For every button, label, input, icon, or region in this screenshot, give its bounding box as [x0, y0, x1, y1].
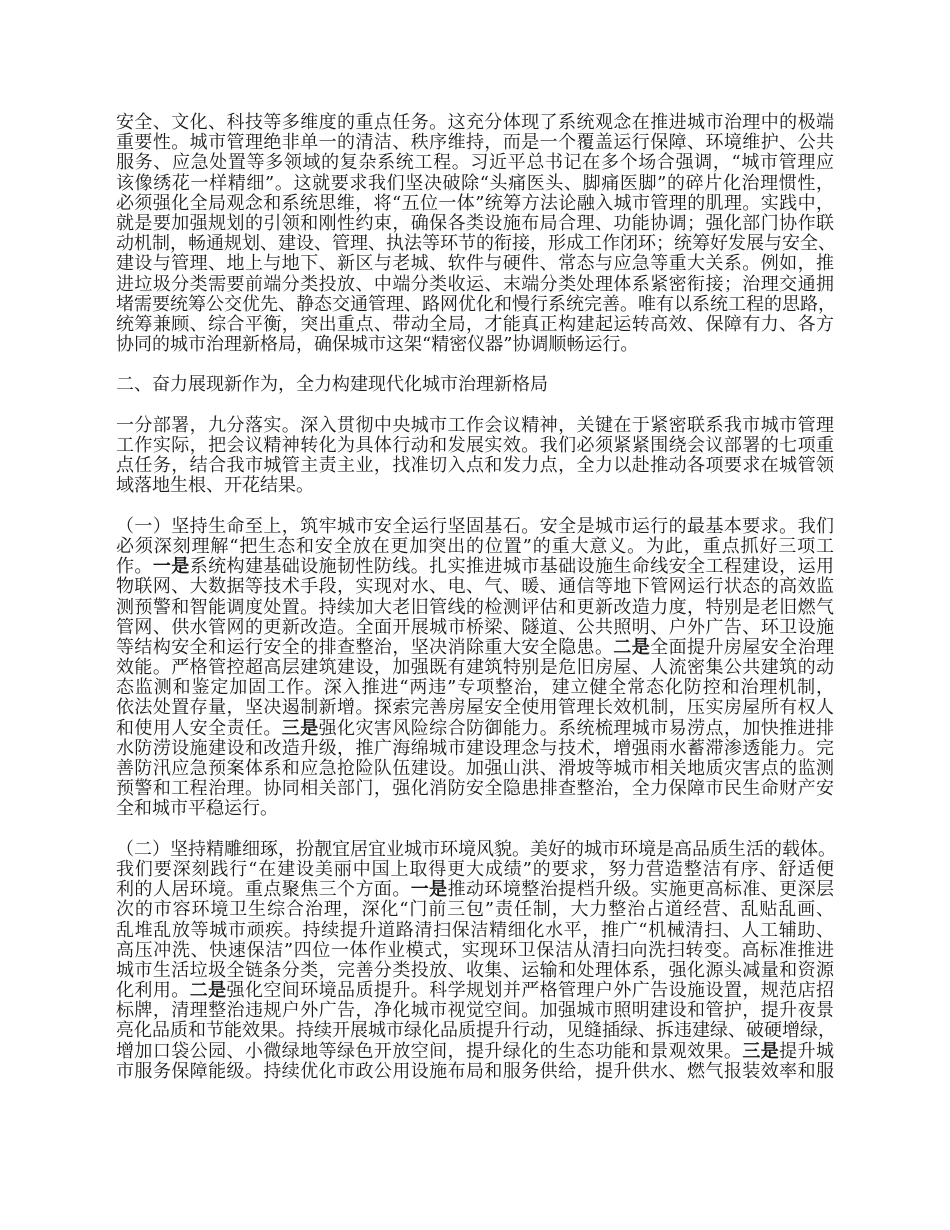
text-line: 建设与管理、地上与地下、新区与老城、软件与硬件、常态与应急等重大关系。例如，推: [116, 253, 834, 275]
text-line: 动机制，畅通规划、建设、管理、执法等环节的衔接，形成工作闭环；统筹好发展与安全、: [116, 233, 836, 255]
text-segment: 和使用人安全责任。: [116, 717, 282, 739]
bold-lead-phrase: 二是: [613, 636, 651, 658]
text-line: [116, 1042, 834, 1062]
text-line: 乱堆乱放等城市顽疾。持续提升道路清扫保洁精细化水平，推广“机械清扫、人工辅助、: [116, 919, 834, 941]
text-segment: 增加口袋公园、小微绿地等绿色开放空间，提升绿化的生态功能和景观效果。: [116, 1040, 743, 1062]
document-body: [116, 113, 834, 1102]
text-line: 测预警和智能调度处置。持续加大老旧管线的检测评估和更新改造力度，特别是老旧燃气: [116, 596, 834, 618]
text-line: 水防涝设施建设和改造升级，推广海绵城市建设理念与技术，增强雨水蓄滞渗透能力。完: [116, 737, 834, 759]
text-line: 城市生活垃圾全链条分类，完善分类投放、收集、运输和处理体系，强化源头减量和资源: [116, 959, 834, 981]
text-line: [116, 880, 834, 900]
text-line: 管网、供水管网的更新改造。全面开展城市桥梁、隧道、公共照明、户外广告、环卫设施: [116, 616, 834, 638]
text-segment: 提升城: [779, 1040, 834, 1062]
text-line: 一分部署，九分落实。深入贯彻中央城市工作会议精神，关键在于紧密联系我市城市管理: [116, 414, 834, 436]
text-line: [116, 719, 834, 739]
bold-lead-phrase: 三是: [742, 1040, 780, 1062]
text-line: （二）坚持精雕细琢，扮靓宜居宜业城市环境风貌。美好的城市环境是高品质生活的载体。: [116, 838, 836, 860]
text-line: 我们要深刻践行“在建设美丽中国上取得更大成绩”的要求，努力营造整洁有序、舒适便: [116, 858, 834, 880]
bold-lead-phrase: 三是: [281, 717, 319, 739]
text-line: 点任务，结合我市城管主责主业，找准切入点和发力点，全力以赴推动各项要求在城管领: [116, 455, 834, 477]
text-line: [116, 981, 834, 1001]
text-line: 善防汛应急预案体系和应急抢险队伍建设。加强山洪、滑坡等城市相关地质灾害点的监测: [116, 758, 834, 779]
text-line: 域落地生根、开花结果。: [116, 475, 314, 497]
text-line: 堵需要统筹公交优先、静态交通管理、路网优化和慢行系统完善。唯有以系统工程的思路，: [116, 293, 836, 315]
paragraph: [116, 517, 834, 820]
text-line: 必须强化全局观念和系统思维，将“五位一体”统筹方法论融入城市管理的肌理。实践中，: [116, 192, 834, 214]
text-line: 高压冲洗、快速保洁”四位一体作业模式，实现环卫保洁从清扫向洗扫转变。高标准推进: [116, 939, 834, 961]
text-line: [116, 638, 834, 658]
text-line: 亮化品质和节能效果。持续开展城市绿化品质提升行动，见缝插绿、拆违建绿、破硬增绿，: [116, 1020, 836, 1042]
text-line: 二、奋力展现新作为，全力构建现代化城市治理新格局: [116, 374, 548, 396]
text-segment: 利的人居环境。重点聚焦三个方面。: [116, 879, 411, 901]
text-line: （一）坚持生命至上，筑牢城市安全运行坚固基石。安全是城市运行的最基本要求。我们: [116, 515, 834, 537]
text-segment: 全面提升房屋安全治理: [650, 636, 835, 658]
text-line: 标牌，清理整治违规户外广告，净化城市视觉空间。加强城市照明建设和管护，提升夜景: [116, 1000, 834, 1022]
text-line: 必须深刻理解“把生态和安全放在更加突出的位置”的重大意义。为此，重点抓好三项工: [116, 535, 834, 557]
text-line: 物联网、大数据等技术手段，实现对水、电、气、暖、通信等地下管网运行状态的高效监: [116, 576, 834, 598]
text-line: [116, 557, 834, 577]
text-segment: 化利用。: [116, 980, 190, 1002]
text-line: 重要性。城市管理绝非单一的清洁、秩序维持，而是一个覆盖运行保障、环境维护、公共: [116, 132, 834, 154]
text-segment: 等结构安全和运行安全的排查整治，坚决消除重大安全隐患。: [116, 636, 614, 658]
text-line: 工作实际，把会议精神转化为具体行动和发展实效。我们必须紧紧围绕会议部署的七项重: [116, 435, 834, 456]
text-line: 依法处置存量，坚决遏制新增。探索完善房屋安全使用管理长效机制，压实房屋所有权人: [116, 697, 834, 719]
text-segment: 作。: [116, 556, 153, 578]
text-segment: 强化空间环境品质提升。科学规划并严格管理户外广告设施设置，规范店招: [226, 980, 835, 1002]
bold-lead-phrase: 一是: [410, 879, 448, 901]
text-segment: 系统构建基础设施韧性防线。扎实推进城市基础设施生命线安全工程建设，运用: [189, 556, 834, 578]
text-line: 效能。严格管控超高层建筑建设，加强既有建筑特别是危旧房屋、人流密集公共建筑的动: [116, 657, 834, 679]
text-line: 就是要加强规划的引领和刚性约束，确保各类设施布局合理、功能协调；强化部门协作联: [116, 212, 834, 234]
bold-lead-phrase: 一是: [152, 556, 190, 578]
section-heading: [116, 375, 834, 395]
text-line: 协同的城市治理新格局，确保城市这架“精密仪器”协调顺畅运行。: [116, 334, 639, 356]
text-line: 市服务保障能级。持续优化市政公用设施布局和服务供给，提升供水、燃气报装效率和服: [116, 1060, 834, 1082]
text-line: 预警和工程治理。协同相关部门，强化消防安全隐患排查整治，全力保障市民生命财产安: [116, 778, 834, 800]
bold-lead-phrase: 二是: [189, 980, 227, 1002]
text-line: 服务、应急处置等多领域的复杂系统工程。习近平总书记在多个场合强调，“城市管理应: [116, 152, 834, 174]
paragraph: [116, 416, 834, 497]
text-line: 进垃圾分类需要前端分类投放、中端分类收运、末端分类处理体系紧密衔接；治理交通拥: [116, 273, 834, 295]
paragraph: [116, 113, 834, 355]
text-line: 该像绣花一样精细”。这就要求我们坚决破除“头痛医头、脚痛医脚”的碎片化治理惯性，: [116, 172, 834, 194]
text-line: 次的市容环境卫生综合治理，深化“门前三包”责任制，大力整治占道经营、乱贴乱画、: [116, 899, 834, 921]
paragraph: [116, 840, 834, 1082]
text-line: 全和城市平稳运行。: [116, 798, 278, 820]
text-segment: 推动环境整治提档升级。实施更高标准、更深层: [447, 879, 835, 901]
text-line: 态监测和鉴定加固工作。深入推进“两违”专项整治，建立健全常态化防控和治理机制，: [116, 677, 834, 699]
text-line: 统筹兼顾、综合平衡，突出重点、带动全局，才能真正构建起运转高效、保障有力、各方: [116, 313, 834, 335]
text-segment: 强化灾害风险综合防御能力。系统梳理城市易涝点，加快推进排: [318, 717, 835, 739]
text-line: 安全、文化、科技等多维度的重点任务。这充分体现了系统观念在推进城市治理中的极端: [116, 112, 834, 133]
